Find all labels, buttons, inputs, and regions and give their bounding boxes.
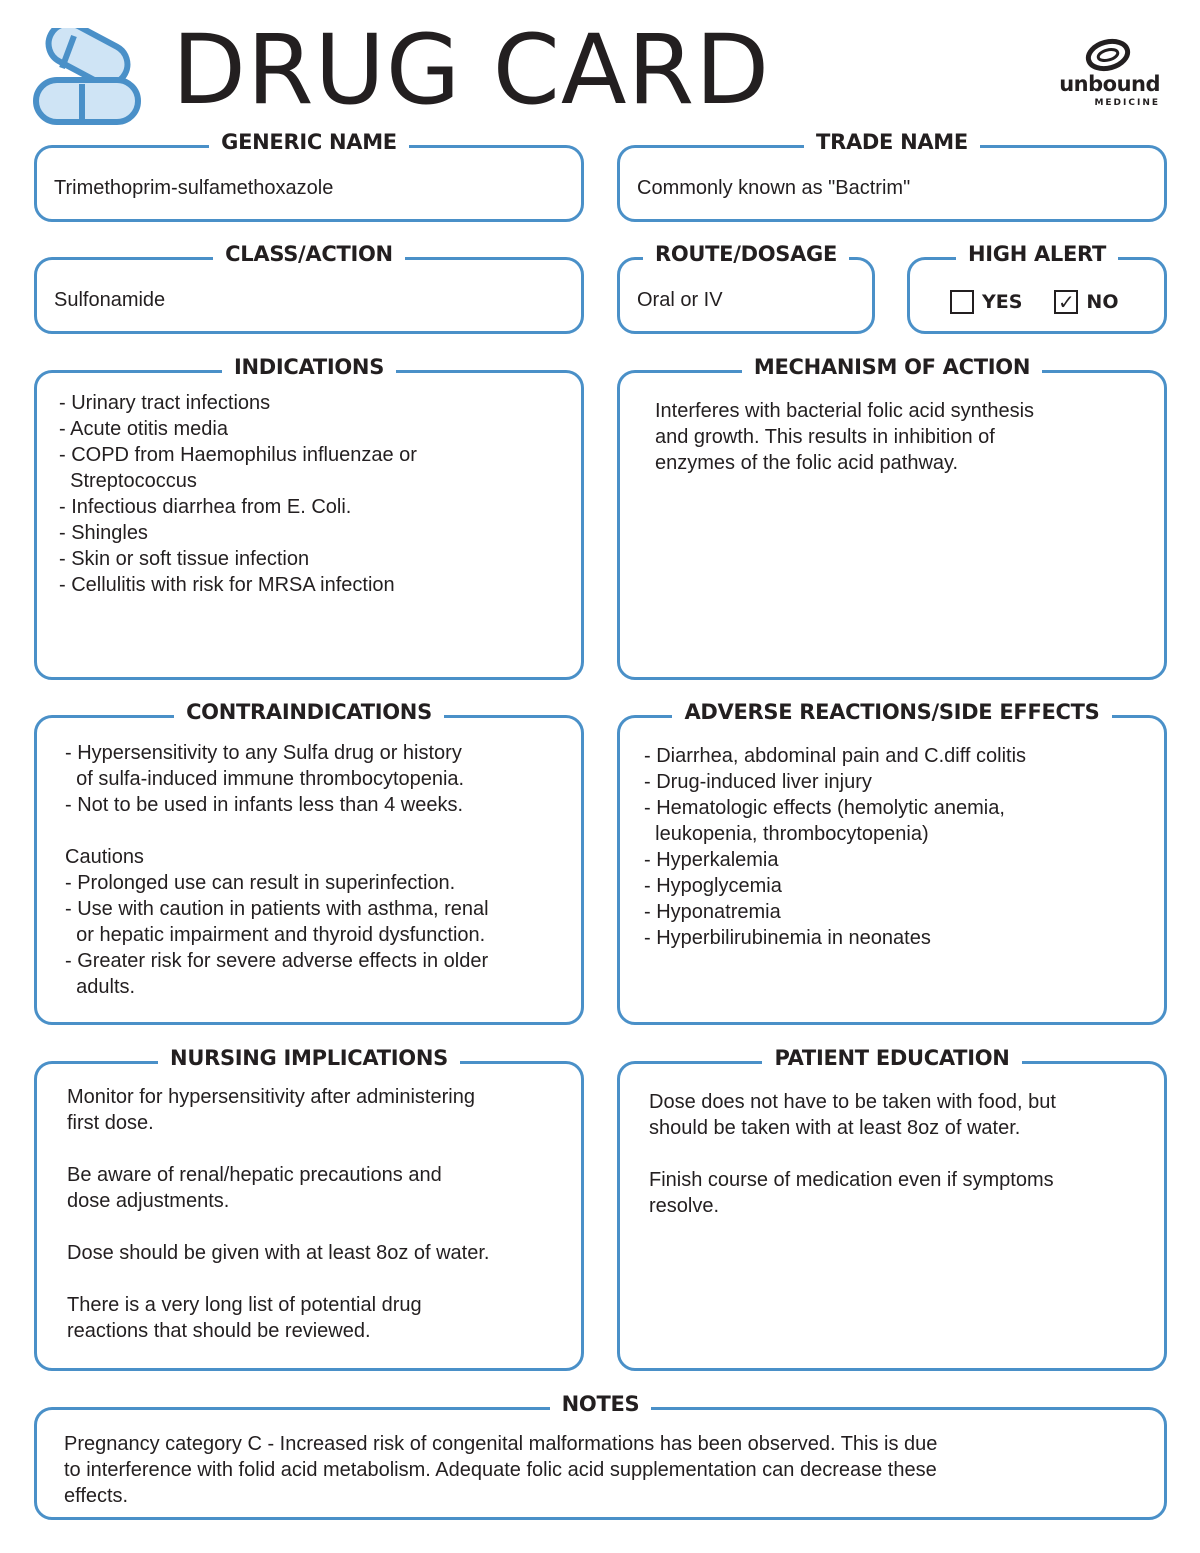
generic-name-title: GENERIC NAME bbox=[209, 132, 409, 153]
high-alert-yes-label: YES bbox=[982, 291, 1023, 313]
pill-capsule-icon bbox=[30, 28, 144, 128]
indications-box bbox=[34, 355, 584, 680]
high-alert-no-label: NO bbox=[1086, 291, 1119, 313]
nursing-implications-box bbox=[34, 1046, 584, 1371]
indications-text: - Urinary tract infections - Acute otitis media - COPD from Haemophilus influenzae or Streptococcus - Infectious diarrhea from E. Coli. - Shingles - Skin or soft tissue infection - Cellulitis with risk for MRSA infection bbox=[59, 392, 417, 596]
route-dosage-text: Oral or IV bbox=[637, 289, 723, 311]
patient-education-title: PATIENT EDUCATION bbox=[762, 1048, 1021, 1069]
notes-title: NOTES bbox=[550, 1394, 652, 1415]
mechanism-box bbox=[617, 355, 1167, 680]
trade-name-box bbox=[617, 130, 1167, 222]
high-alert-title: HIGH ALERT bbox=[956, 244, 1118, 265]
mechanism-text: Interferes with bacterial folic acid synthesis and growth. This results in inhibition of enzymes of the folic acid pathway. bbox=[655, 400, 1035, 474]
adverse-reactions-title: ADVERSE REACTIONS/SIDE EFFECTS bbox=[672, 702, 1111, 723]
high-alert-yes-checkbox[interactable] bbox=[950, 290, 974, 314]
high-alert-no-checkbox[interactable]: ✓ bbox=[1054, 290, 1078, 314]
route-dosage-title: ROUTE/DOSAGE bbox=[643, 244, 849, 265]
trade-name-title: TRADE NAME bbox=[804, 132, 980, 153]
notes-text: Pregnancy category C - Increased risk of congenital malformations has been observed. This is due to interference with folid acid metabolism. Adequate folic acid supplementation can decrease these effects. bbox=[64, 1433, 938, 1507]
page-title: DRUG CARD bbox=[172, 14, 771, 126]
patient-education-box bbox=[617, 1046, 1167, 1371]
patient-education-text: Dose does not have to be taken with food, but should be taken with at least 8oz of water. Finish course of medication even if symptoms resolve. bbox=[649, 1091, 1056, 1217]
mechanism-title: MECHANISM OF ACTION bbox=[742, 357, 1042, 378]
brand-subtitle: MEDICINE bbox=[1094, 98, 1160, 108]
class-action-title: CLASS/ACTION bbox=[213, 244, 405, 265]
class-action-text: Sulfonamide bbox=[54, 289, 166, 311]
contraindications-title: CONTRAINDICATIONS bbox=[174, 702, 444, 723]
nursing-implications-text: Monitor for hypersensitivity after administering first dose. Be aware of renal/hepatic precautions and dose adjustments. Dose should be given with at least 8oz of water. There is a very long list of potential drug reactions that should be reviewed. bbox=[67, 1086, 490, 1342]
contraindications-text: - Hypersensitivity to any Sulfa drug or history of sulfa-induced immune thrombocytopenia. - Not to be used in infants less than 4 weeks. Cautions - Prolonged use can result in superinfection. - Use with caution in patients with asthma, renal or hepatic impairment and thyroid dysfunction. - Greater risk for severe adverse effects in older adults. bbox=[65, 742, 489, 998]
adverse-reactions-box bbox=[617, 700, 1167, 1025]
notes-box bbox=[34, 1392, 1167, 1520]
adverse-reactions-text: - Diarrhea, abdominal pain and C.diff colitis - Drug-induced liver injury - Hematologic effects (hemolytic anemia, leukopenia, thrombocytopenia) - Hyperkalemia - Hypoglycemia - Hyponatremia - Hyperbilirubinemia in neonates bbox=[644, 745, 1027, 949]
class-action-box bbox=[34, 242, 584, 334]
trade-name-text: Commonly known as "Bactrim" bbox=[637, 177, 911, 199]
high-alert-box bbox=[907, 242, 1167, 334]
generic-name-text: Trimethoprim-sulfamethoxazole bbox=[54, 177, 334, 199]
generic-name-box bbox=[34, 130, 584, 222]
route-dosage-box bbox=[617, 242, 875, 334]
unbound-swirl-icon bbox=[1084, 38, 1132, 72]
indications-title: INDICATIONS bbox=[222, 357, 396, 378]
nursing-implications-title: NURSING IMPLICATIONS bbox=[158, 1048, 460, 1069]
contraindications-box bbox=[34, 700, 584, 1025]
brand-name: unbound bbox=[1059, 72, 1160, 96]
brand-logo bbox=[1056, 38, 1160, 108]
